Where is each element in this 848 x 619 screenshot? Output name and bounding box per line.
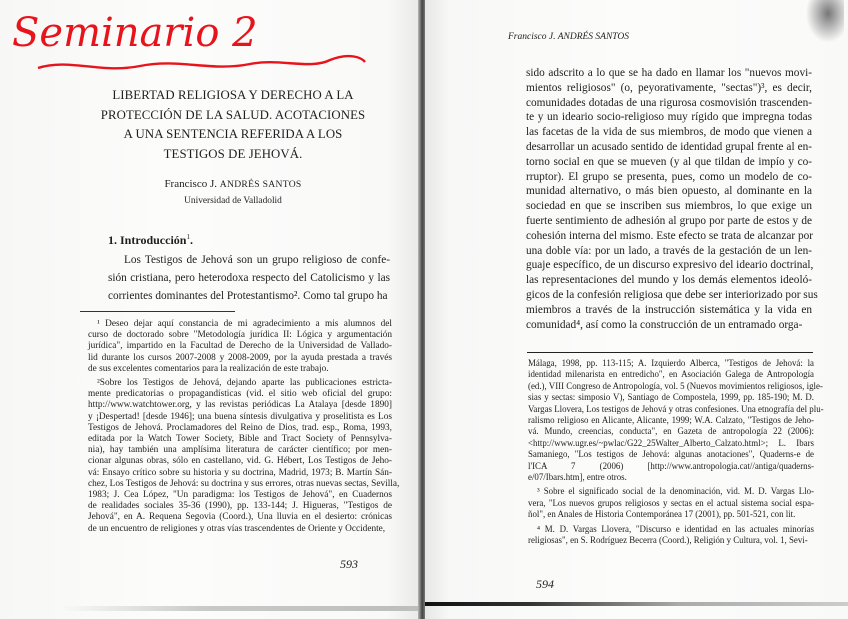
running-head: Francisco J. ANDRÉS SANTOS [508, 32, 630, 42]
text-line: de sus excelentes comentarios para la realización de este trabajo. [88, 363, 329, 374]
text-line: fuerte sentimiento de adhesión al grupo por parte de estos y de [526, 214, 812, 227]
text-line: curso de doctorado sobre "Metodología jurídica II: Lógica y argumentación [88, 330, 392, 341]
text-line: guaje específico, de un discurso expresivo del ideario doctrinal, [526, 259, 814, 272]
right-page [424, 0, 848, 619]
text-line: Samaniego, "Los testigos de Jehová: algunas anotaciones", Quaderns-e de [528, 449, 814, 460]
paragraph [528, 524, 814, 547]
page-number: 594 [536, 577, 554, 591]
text-line: ⁴ M. D. Vargas Llovera, "Discurso e identidad en las actuales minorías [537, 523, 814, 534]
paragraph [528, 486, 814, 520]
text-line: una doble vía: por un lado, a través de la gestación de un len- [526, 244, 812, 257]
text-line: desarrollar un acusado sentido de identidad grupal frente al en- [526, 140, 812, 153]
section-heading: 1. Introducción$^1$. [108, 233, 193, 247]
text-line: Vargas Llovera, Los testigos de Jehová y otras confesiones. Una etnografía del plu- [528, 403, 824, 414]
text-line: munidad alternativo, o más bien opuesto, al dominante en la [526, 185, 812, 198]
title-line: A UNA SENTENCIA REFERIDA A LOS [123, 127, 343, 141]
paragraph [88, 378, 400, 535]
footnote-separator [80, 311, 235, 312]
text-line: sociedad en que se inscriben sus miembros, lo que exige un [526, 200, 812, 213]
footnote-ref: 1 [186, 233, 190, 241]
annotation-text: Seminario 2 [12, 10, 258, 56]
author [60, 178, 406, 190]
text-line: e/07/Ibars.htm], entre otros. [528, 472, 627, 483]
text-line: http://www.watchtower.org, y las revistas periódicas La Atalaya [desde 1890] [88, 400, 392, 411]
text-line: Jehová", en A. Requena Segovia (Coord.), Una lluvia en el desierto: crónicas [88, 512, 392, 523]
section-heading-text: 1. Introducción [108, 233, 187, 247]
text-line: l'ICA 7 (2006) [http://www.antropologia.cat//antiga/quaderns- [528, 460, 814, 471]
handwritten-annotation [10, 2, 370, 77]
paragraph [88, 319, 392, 375]
book-gutter [418, 0, 425, 619]
text-line: gicos de la confesión religiosa que debe ser interiorizado por sus [526, 288, 818, 301]
text-line: identidad milenarista en entredicho", en Asociación Galega de Antropología [528, 369, 814, 380]
text-line: Málaga, 1998, pp. 113-115; A. Izquierdo Alberca, "Testigos de Jehová: la [528, 358, 814, 368]
left-footnotes [88, 319, 400, 538]
scan-edge-shadow [60, 606, 420, 611]
text-line: cionar algunas obras, sólo en castellano, vid. G. Hébert, Los Testigos de Jeho- [88, 456, 392, 467]
text-line: vá: Ensayo crítico sobre su historia y su doctrina, Madrid, 1973; B. Martín Sán- [88, 467, 392, 478]
title-line: PROTECCIÓN DE LA SALUD. ACOTACIONES [100, 107, 366, 122]
text-line: (ed.), VIII Congreso de Antropología, vol. 5 (Nuevos movimientos religiosos, igle- [528, 380, 823, 391]
page-number: 593 [340, 557, 358, 571]
text-line: ¹ Deseo dejar aquí constancia de mi agradecimiento a mis alumnos del [97, 319, 392, 329]
text-line: ñol", en Anales de Historia Contemporánea 17 (2001), pp. 501-521, con lit. [528, 509, 796, 520]
text-line: <http://www.ugr.es/~pwlac/G22_25Walter_Alberto_Calzato.html>; L. Ibars [528, 437, 814, 448]
author-last-name: ANDRÉS SANTOS [219, 179, 302, 190]
text-line: ³ Sobre el significado social de la denominación, vid. M. D. Vargas Llo- [537, 486, 814, 497]
text-line: jurídica", impartido en la Facultad de Derecho de la Universidad de Vallado- [88, 341, 392, 352]
text-line: sión cristiana, pero heterodoxa respecto del Catolicismo y las [108, 272, 390, 284]
paragraph [528, 358, 824, 483]
text-line: las representaciones del mundo y los demás elementos ideoló- [526, 274, 812, 287]
text-line: cohesión interna del mismo. Este efecto se trata de alcanzar por [526, 229, 814, 242]
text-line: nia), hay también una amplísima literatura de carácter científico; por men- [88, 445, 392, 456]
text-line: corrientes dominantes del Protestantismo². Como tal grupo ha [108, 290, 388, 302]
text-line: lid durante los cursos 2007-2008 y 2008-2009, por la ayuda prestada a través [88, 352, 392, 363]
text-line: rruptor). El grupo se presenta, pues, como un modelo de co- [526, 170, 812, 183]
left-page [0, 0, 420, 619]
author-first-name: Francisco J. [164, 178, 217, 190]
footnote-separator [527, 352, 813, 353]
text-line: sido adscrito a lo que se ha dado en llamar los "nuevos movi- [526, 67, 812, 79]
scan-smudge [804, 0, 844, 45]
text-line: te y un ideario socio-religioso muy rígido que impregna todas [526, 111, 812, 124]
annotation-underline [38, 56, 365, 68]
text-line: 1983; J. Cea López, "Un paradigma: los Testigos de Jehová", en Cuadernos [88, 490, 392, 501]
scan-edge-shadow [424, 602, 848, 606]
text-line: religiosas", en S. Rodríguez Becerra (Coord.), Religión y Cultura, vol. 1, Sevi- [528, 535, 808, 546]
text-line: y ¡Despertad! [desde 1946]; una buena síntesis divulgativa y proselitista es Los [88, 411, 392, 422]
title-line: TESTIGOS DE JEHOVÁ. [163, 146, 303, 161]
text-line: chez, Los Testigos de Jehová: su doctrina y sus errores, otras nuevas sectas, Sevilla, [88, 478, 400, 489]
text-line: de realidades sociales 35-36 (1990), pp. 133-144; J. Higueras, "Testigos de [88, 501, 392, 512]
text-line: editada por la Watch Tower Society, Bible and Tract Society of Pennsylva- [88, 434, 392, 445]
title-line: LIBERTAD RELIGIOSA Y DERECHO A LA [112, 88, 354, 102]
text-line: Testigos de Jehová. Proclamadores del Reino de Dios, trad. esp., Roma, 1993, [88, 422, 392, 433]
text-line: vera, "Los nuevos grupos religiosos y sectas en el actual sistema social espa- [528, 497, 814, 508]
text-line: comunidad⁴, así como la construcción de un entramado orga- [526, 318, 803, 331]
text-line: sias y sectas: simposio V), Santiago de Compostela, 1999, pp. 185-190; M. D. [528, 392, 814, 403]
text-line: mente predicatorias o propagandísticas (vid. el sitio web oficial del grupo: [88, 389, 392, 400]
text-line: torno social en que se mueven (y al que tildan de impío y co- [526, 155, 812, 168]
right-footnotes [528, 358, 824, 550]
text-line: comunidades dotadas de una rigurosa cosmovisión trascenden- [526, 96, 812, 109]
text-line: ralismo religioso en Alicante, Alicante, 1999; W.A. Calzato, "Testigos de Jeho- [528, 415, 814, 426]
text-line: vá. Mundo, creencias, conducta", en Gazeta de antropología 22 (2006): [528, 426, 814, 437]
paragraph [108, 251, 390, 305]
text-line: de un encuentro de religiones y otras vías trascendentes de Oriente y Occidente, [88, 523, 386, 534]
affiliation: Universidad de Valladolid [184, 196, 282, 206]
text-line: ²Sobre los Testigos de Jehová, dejando aparte las publicaciones estricta- [97, 378, 392, 389]
text-line: mientos religiosos" (o, peyorativamente, "sectas")³, es decir, [526, 81, 812, 94]
left-body-text [108, 251, 390, 308]
text-line: Los Testigos de Jehová son un grupo religioso de confe- [124, 254, 390, 266]
right-body-text [526, 66, 818, 335]
text-line: las facetas de la vida de sus miembros, de modo que vienen a [526, 126, 812, 139]
article-title [60, 86, 406, 164]
text-line: miembros a través de la instrucción sistemática y la vida en [526, 303, 812, 316]
paragraph [526, 66, 818, 332]
